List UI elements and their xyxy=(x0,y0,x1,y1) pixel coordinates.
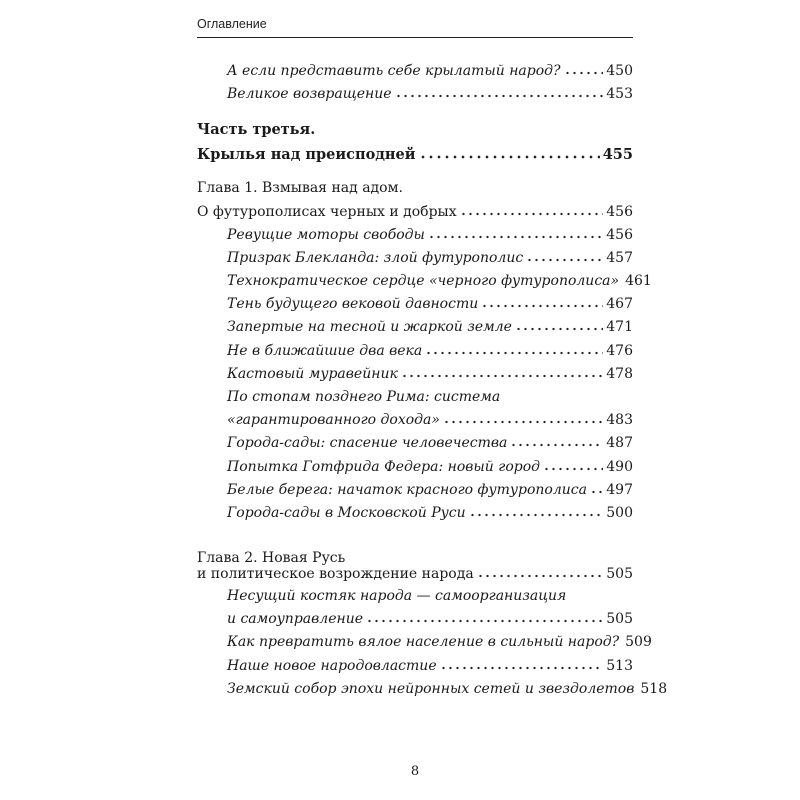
dot-leader xyxy=(590,489,603,495)
toc-entry[interactable] xyxy=(227,387,633,407)
dot-leader xyxy=(510,442,603,448)
toc-entry-page: 455 xyxy=(602,146,633,163)
dot-leader xyxy=(395,93,604,99)
toc-entry-title: Запертые на тесной и жаркой земле xyxy=(227,319,512,335)
toc-entry-title: Не в ближайшие два века xyxy=(227,343,423,359)
toc-entry[interactable] xyxy=(227,225,633,245)
toc-entry-page: 450 xyxy=(606,63,633,79)
toc-entry-title: Земский собор эпохи нейронных сетей и звездолетов xyxy=(227,681,635,697)
dot-leader xyxy=(428,234,603,240)
toc-entry-page: 461 xyxy=(625,273,652,289)
toc-entry[interactable] xyxy=(227,480,633,500)
toc-entry[interactable] xyxy=(227,656,633,676)
dot-leader xyxy=(440,665,604,671)
toc-entry[interactable] xyxy=(197,564,633,584)
toc-entry-title: О футурополисах черных и добрых xyxy=(197,204,457,220)
page-number: 8 xyxy=(410,764,420,779)
toc-entry-title: Города-сады в Московской Руси xyxy=(227,505,466,521)
toc-entry-title: Призрак Блекланда: злой футурополис xyxy=(227,250,524,266)
toc-entry-page: 457 xyxy=(606,250,633,266)
toc-entry-title: и самоуправление xyxy=(227,611,364,627)
dot-leader xyxy=(401,373,603,379)
toc-entry-title: А если представить себе крылатый народ? xyxy=(227,63,561,79)
dot-leader xyxy=(526,257,603,263)
toc-entry-title: Крылья над преисподней xyxy=(197,146,416,163)
toc-entry-page: 467 xyxy=(606,296,633,312)
toc-entry-title: «гарантированного дохода» xyxy=(227,412,440,428)
toc-entry[interactable] xyxy=(227,457,633,477)
running-head: Оглавление xyxy=(197,17,267,31)
toc-entry-title: Кастовый муравейник xyxy=(227,366,398,382)
dot-leader xyxy=(469,512,604,518)
dot-leader xyxy=(443,419,603,425)
toc-entry-title: Технократическое сердце «черного футурополиса» xyxy=(227,273,620,289)
dot-leader xyxy=(366,618,603,624)
toc-entry-title: Наше новое народовластие xyxy=(227,658,437,674)
toc-entry-title: Глава 2. Новая Русь xyxy=(197,550,346,566)
toc-entry-title: Глава 1. Взмывая над адом. xyxy=(197,180,403,196)
toc-entry-page: 456 xyxy=(606,204,633,220)
dot-leader xyxy=(419,154,600,160)
toc-entry[interactable] xyxy=(227,364,633,384)
toc-entry[interactable] xyxy=(227,341,633,361)
toc-entry-title: и политическое возрождение народа xyxy=(197,566,474,582)
toc-entry-page: 513 xyxy=(606,658,633,674)
dot-leader xyxy=(460,211,604,217)
toc-entry-page: 505 xyxy=(606,611,633,627)
toc-entry-title: Несущий костяк народа — самоорганизация xyxy=(227,588,567,604)
toc-entry[interactable] xyxy=(227,271,652,291)
toc-entry-title: Белые берега: начаток красного футурополиса xyxy=(227,482,587,498)
toc-entry-page: 471 xyxy=(606,319,633,335)
toc-entry-page: 518 xyxy=(640,681,668,697)
toc-entry[interactable] xyxy=(197,145,633,165)
toc-entry[interactable] xyxy=(227,503,633,523)
dot-leader xyxy=(481,303,603,309)
toc-entry[interactable] xyxy=(227,586,633,606)
toc-entry-title: Ревущие моторы свободы xyxy=(227,227,425,243)
toc-entry-page: 500 xyxy=(606,505,633,521)
toc-entry[interactable] xyxy=(227,84,633,104)
toc-entry-title: Великое возвращение xyxy=(227,86,392,102)
toc-entry-page: 487 xyxy=(606,435,633,451)
dot-leader xyxy=(564,70,604,76)
toc-entry[interactable] xyxy=(227,248,633,268)
toc-entry[interactable] xyxy=(197,120,633,140)
dot-leader xyxy=(477,573,604,579)
dot-leader xyxy=(425,350,603,356)
dot-leader xyxy=(543,466,603,472)
toc-entry[interactable] xyxy=(197,178,633,198)
toc-entry-page: 476 xyxy=(606,343,633,359)
toc-entry-page: 456 xyxy=(606,227,633,243)
toc-entry[interactable] xyxy=(227,294,633,314)
toc-entry[interactable] xyxy=(197,202,633,222)
toc-entry-page: 497 xyxy=(606,482,633,498)
toc-entry[interactable] xyxy=(227,679,668,699)
toc-entry[interactable] xyxy=(227,609,633,629)
toc-entry-title: Часть третья. xyxy=(197,121,316,138)
toc-entry-title: Как превратить вялое население в сильный народ? xyxy=(227,634,620,650)
toc-entry-title: Попытка Готфрида Федера: новый город xyxy=(227,459,541,475)
toc-entry-page: 453 xyxy=(606,86,633,102)
toc-entry-page: 490 xyxy=(606,459,633,475)
toc-entry-page: 483 xyxy=(606,412,633,428)
toc-entry[interactable] xyxy=(227,632,652,652)
toc-entry[interactable] xyxy=(227,61,633,81)
dot-leader xyxy=(515,326,603,332)
toc-entry[interactable] xyxy=(227,317,633,337)
toc-entry-page: 478 xyxy=(606,366,633,382)
book-page xyxy=(197,0,668,800)
toc-entry-page: 509 xyxy=(625,634,652,650)
toc-entry-title: По стопам позднего Рима: система xyxy=(227,389,501,405)
toc-entry[interactable] xyxy=(227,433,633,453)
header-rule xyxy=(197,37,633,38)
toc-entry-page: 505 xyxy=(606,566,633,582)
toc-entry-title: Тень будущего вековой давности xyxy=(227,296,479,312)
toc-entry-title: Города-сады: спасение человечества xyxy=(227,435,508,451)
toc-entry[interactable] xyxy=(227,410,633,430)
